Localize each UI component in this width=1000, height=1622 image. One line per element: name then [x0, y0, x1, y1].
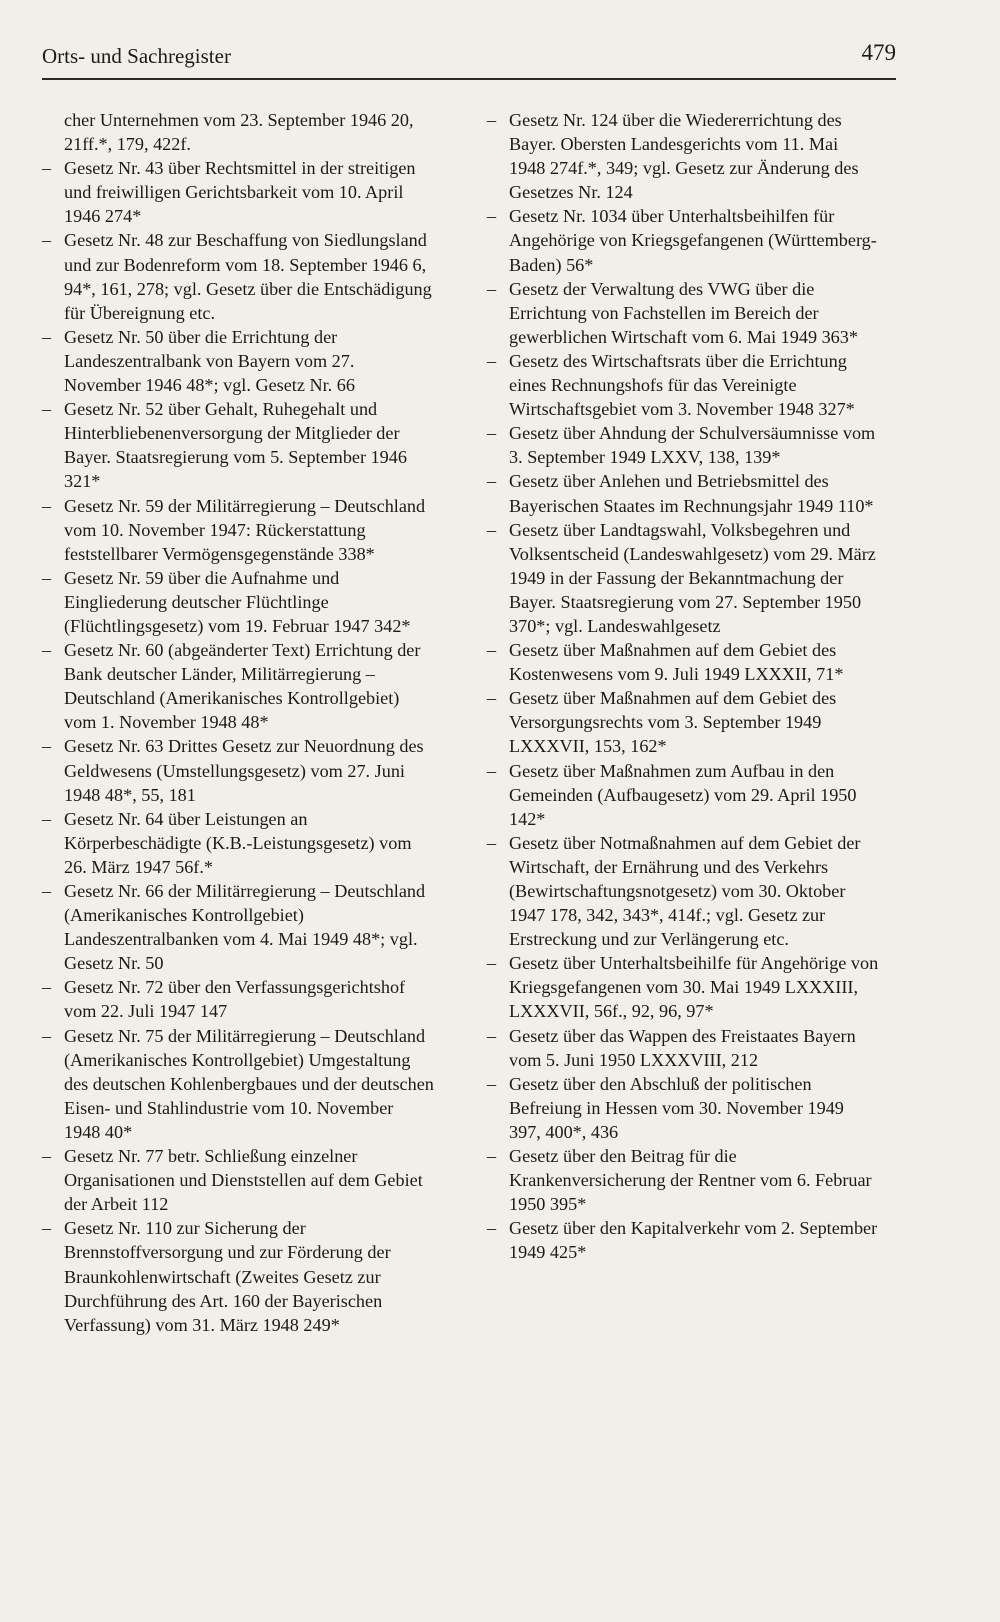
index-entry	[42, 1216, 434, 1336]
entry-text: Gesetz über Anlehen und Betriebsmittel des Bayerischen Staates im Rechnungsjahr 1949 110*	[509, 471, 874, 516]
index-entry	[487, 1024, 879, 1072]
entry-text: Gesetz über Maßnahmen zum Aufbau in den Gemeinden (Aufbaugesetz) vom 29. April 1950 142*	[509, 760, 857, 829]
index-entry	[42, 734, 434, 806]
entry-dash: –	[42, 881, 52, 901]
entry-dash: –	[487, 206, 497, 227]
entry-text: Gesetz über Unterhaltsbeihilfe für Angehörige von Kriegsgefangenen vom 30. Mai 1949 LXXXIII, LXXXVII, 56f., 92, 96, 97*	[509, 953, 879, 1022]
entry-text: Gesetz über den Abschluß der politischen Befreiung in Hessen vom 30. November 1949 397, 400*, 436	[509, 1073, 844, 1142]
entry-text: Gesetz Nr. 64 über Leistungen an Körperbeschädigte (K.B.-Leistungsgesetz) vom 26. März 1947 56f.*	[64, 808, 412, 877]
entry-text: Gesetz Nr. 52 über Gehalt, Ruhegehalt und Hinterbliebenenversorgung der Mitglieder der Bayer. Staatsregierung vom 5. September 1946 321*	[64, 399, 407, 492]
index-entry	[42, 1144, 434, 1216]
entry-text: Gesetz Nr. 1034 über Unterhaltsbeihilfen für Angehörige von Kriegsgefangenen (Württemberg-Baden) 56*	[509, 206, 877, 275]
index-entry	[487, 686, 879, 758]
entry-dash: –	[487, 953, 497, 974]
index-entry	[487, 108, 879, 204]
entry-dash: –	[42, 567, 52, 588]
index-entry	[487, 421, 879, 469]
entry-dash: –	[487, 110, 497, 130]
index-entry	[42, 156, 434, 228]
entry-dash: –	[487, 350, 497, 371]
entry-text: Gesetz der Verwaltung des VWG über die Errichtung von Fachstellen im Bereich der gewerblichen Wirtschaft vom 6. Mai 1949 363*	[509, 278, 858, 347]
page-number: 479	[861, 40, 896, 65]
index-entry	[487, 1216, 879, 1264]
right-column	[487, 108, 879, 1265]
entry-text: Gesetz Nr. 110 zur Sicherung der Brennstoffversorgung und zur Förderung der Braunkohlenwirtschaft (Zweites Gesetz zur Durchführung des Art. 160 der Bayerischen Verfassung) vom 31. März 1948 249*	[64, 1218, 391, 1335]
entry-dash: –	[487, 1025, 497, 1046]
index-entry	[42, 566, 434, 638]
index-entry	[42, 397, 434, 493]
entry-text: Gesetz über Maßnahmen auf dem Gebiet des Kostenwesens vom 9. Juli 1949 LXXXII, 71*	[509, 640, 844, 685]
entry-dash: –	[487, 519, 497, 540]
index-entry	[487, 1072, 879, 1144]
entry-text: Gesetz Nr. 75 der Militärregierung – Deutschland (Amerikanisches Kontrollgebiet) Umgestaltung des deutschen Kohlenbergbaues und der deutschen Eisen- und Stahlindustrie vom 10. November 1948 40*	[64, 1025, 434, 1142]
entry-text: Gesetz über den Kapitalverkehr vom 2. September 1949 425*	[509, 1218, 878, 1263]
entry-dash: –	[487, 688, 497, 709]
entry-text: Gesetz über Landtagswahl, Volksbegehren und Volksentscheid (Landeswahlgesetz) vom 29. März 1949 in der Fassung der Bekanntmachung der Bayer. Staatsregierung vom 27. September 1950 370*; vgl. Landeswahlgesetz	[509, 519, 876, 636]
entry-dash: –	[42, 1218, 52, 1239]
entry-dash: –	[42, 399, 52, 420]
index-entry	[42, 494, 434, 566]
left-column	[42, 108, 434, 1337]
entry-text: Gesetz Nr. 50 über die Errichtung der Landeszentralbank von Bayern vom 27. November 1946 48*; vgl. Gesetz Nr. 66	[64, 326, 355, 396]
entry-text: Gesetz über das Wappen des Freistaates Bayern vom 5. Juni 1950 LXXXVIII, 212	[509, 1025, 856, 1070]
entry-text: Gesetz über Maßnahmen auf dem Gebiet des Versorgungsrechts vom 3. September 1949 LXXXVII, 153, 162*	[509, 688, 837, 757]
index-entry	[487, 204, 879, 276]
entry-dash: –	[487, 1146, 497, 1167]
index-entry	[487, 831, 879, 951]
entry-text: Gesetz Nr. 72 über den Verfassungsgerichtshof vom 22. Juli 1947 147	[64, 977, 406, 1022]
entry-text: Gesetz Nr. 66 der Militärregierung – Deutschland (Amerikanisches Kontrollgebiet) Landeszentralbanken vom 4. Mai 1949 48*; vgl. Gesetz Nr. 50	[64, 881, 426, 974]
entry-text: Gesetz Nr. 63 Drittes Gesetz zur Neuordnung des Geldwesens (Umstellungsgesetz) vom 27. Juni 1948 48*, 55, 181	[64, 736, 424, 805]
index-entry	[42, 1024, 434, 1144]
entry-dash: –	[42, 158, 52, 179]
entry-dash: –	[42, 495, 52, 516]
entry-text: Gesetz über Ahndung der Schulversäumnisse vom 3. September 1949 LXXV, 138, 139*	[509, 423, 876, 468]
index-entry	[42, 879, 434, 975]
entry-text: Gesetz Nr. 48 zur Beschaffung von Siedlungsland und zur Bodenreform vom 18. September 1946 6, 94*, 161, 278; vgl. Gesetz über die Entschädigung für Übereignung etc.	[64, 230, 432, 323]
index-entry	[42, 108, 434, 156]
entry-dash: –	[487, 640, 497, 661]
index-entry	[42, 228, 434, 324]
index-entry	[487, 349, 879, 421]
entry-text: Gesetz über Notmaßnahmen auf dem Gebiet der Wirtschaft, der Ernährung und des Verkehrs (Bewirtschaftungsnotgesetz) vom 30. Oktober 1947 178, 342, 343*, 414f.; vgl. Gesetz zur Erstreckung und zur Verlängerung etc.	[509, 832, 861, 950]
index-entry	[487, 951, 879, 1023]
entry-dash: –	[487, 278, 497, 299]
index-entry	[42, 325, 434, 397]
index-entry	[487, 518, 879, 638]
entry-dash: –	[487, 832, 497, 853]
entry-dash: –	[42, 808, 52, 829]
entry-dash: –	[42, 977, 52, 998]
entry-dash: –	[487, 1073, 497, 1094]
index-entry	[42, 975, 434, 1023]
entry-dash: –	[42, 326, 52, 347]
entry-dash: –	[487, 471, 497, 492]
entry-dash: –	[42, 640, 52, 661]
entry-text: Gesetz Nr. 77 betr. Schließung einzelner Organisationen und Dienststellen auf dem Gebiet der Arbeit 112	[64, 1146, 423, 1215]
entry-dash: –	[487, 1218, 497, 1239]
entry-text: cher Unternehmen vom 23. September 1946 20, 21ff.*, 179, 422f.	[64, 110, 414, 155]
index-entry	[42, 638, 434, 734]
entry-text: Gesetz des Wirtschaftsrats über die Errichtung eines Rechnungshofs für das Vereinigte Wirtschaftsgebiet vom 3. November 1948 327*	[509, 350, 855, 420]
entry-dash: –	[42, 1025, 52, 1046]
entry-dash: –	[487, 423, 497, 444]
entry-dash: –	[42, 1146, 52, 1167]
index-entry	[487, 638, 879, 686]
index-entry	[487, 469, 879, 517]
index-entry	[487, 277, 879, 349]
index-entry	[42, 807, 434, 879]
entry-text: Gesetz Nr. 43 über Rechtsmittel in der streitigen und freiwilligen Gerichtsbarkeit vom 10. April 1946 274*	[64, 158, 416, 227]
entry-dash: –	[42, 736, 52, 757]
entry-text: Gesetz über den Beitrag für die Krankenversicherung der Rentner vom 6. Februar 1950 395*	[509, 1146, 872, 1215]
running-header	[42, 40, 896, 80]
section-title: Orts- und Sachregister	[42, 44, 231, 68]
entry-text: Gesetz Nr. 59 der Militärregierung – Deutschland vom 10. November 1947: Rückerstattung feststellbarer Vermögensgegenstände 338*	[64, 495, 426, 564]
index-entry	[487, 759, 879, 831]
entry-text: Gesetz Nr. 59 über die Aufnahme und Eingliederung deutscher Flüchtlinge (Flüchtlingsgesetz) vom 19. Februar 1947 342*	[64, 567, 411, 636]
entry-text: Gesetz Nr. 60 (abgeänderter Text) Errichtung der Bank deutscher Länder, Militärregierung – Deutschland (Amerikanisches Kontrollgebiet) vom 1. November 1948 48*	[64, 640, 421, 733]
entry-dash: –	[487, 760, 497, 781]
index-entry	[487, 1144, 879, 1216]
entry-text: Gesetz Nr. 124 über die Wiedererrichtung des Bayer. Obersten Landesgerichts vom 11. Mai 1948 274f.*, 349; vgl. Gesetz zur Änderung des Gesetzes Nr. 124	[509, 110, 859, 203]
entry-dash: –	[42, 230, 52, 251]
